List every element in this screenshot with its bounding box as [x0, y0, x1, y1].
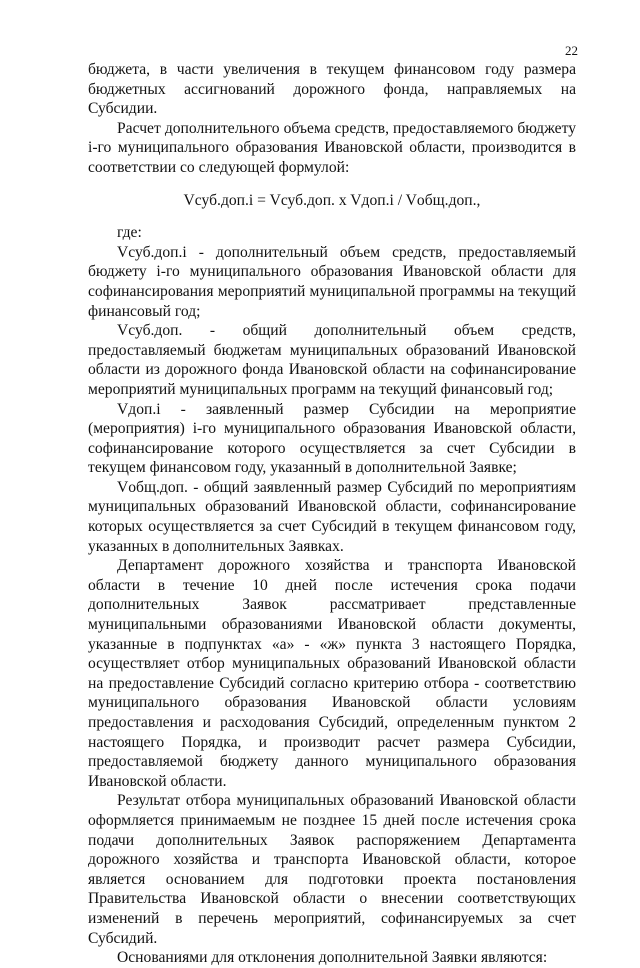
definition-vsub-dop-i: Vсуб.доп.i - дополнительный объем средств, предоставляемый бюджету i-го муниципального образования Ивановской области для софинансирования мероприятий муниципальной программы на текущий финансовый год;	[88, 243, 576, 320]
definition-vobsch-dop: Vобщ.доп. - общий заявленный размер Субсидий по мероприятиям муниципальных образований Ивановской области, софинансирование которых осуществляется за счет Субсидий в текущем финансовом году, указанных в дополнительных Заявках.	[88, 478, 576, 555]
paragraph-calculation-intro: Расчет дополнительного объема средств, предоставляемого бюджету i-го муниципального образования Ивановской области, производится в соответствии со следующей формулой:	[88, 119, 576, 176]
where-label: где:	[117, 224, 142, 242]
paragraph-selection-result: Результат отбора муниципальных образований Ивановской области оформляется принимаемым не позднее 15 дней после истечения срока подачи дополнительных Заявок распоряжением Департамента дорожного хозяйства и транспорта Ивановской области, которое является основанием для подготовки проекта постановления Правительства Ивановской области о внесении соответствующих изменений в перечень мероприятий, софинансируемых за счет Субсидий.	[88, 792, 576, 947]
definition-vdop-i: Vдоп.i - заявленный размер Субсидии на мероприятие (мероприятия) i-го муниципального образования Ивановской области, софинансирование которого осуществляется за счет Субсидии в текущем финансовом году, указанный в дополнительной Заявке;	[88, 400, 576, 477]
formula: Vсуб.доп.i = Vсуб.доп. x Vдоп.i / Vобщ.доп.,	[183, 191, 481, 209]
definition-vsub-dop: Vсуб.доп. - общий дополнительный объем средств, предоставляемый бюджетам муниципальных образований Ивановской области из дорожного фонда Ивановской области на софинансирование мероприятий муниципальных программ на текущий финансовый год;	[88, 322, 576, 398]
paragraph-department-review: Департамент дорожного хозяйства и транспорта Ивановской области в течение 10 дней после истечения срока подачи дополнительных Заявок рассматривает представленные муниципальными образованиями Ивановской области документы, указанные в подпунктах «а» - «ж» пункта 3 настоящего Порядка, осуществляет отбор муниципальных образований Ивановской области на предоставление Субсидий согласно критерию отбора - соответствию муниципального образования Ивановской области условиям предоставления и расходования Субсидий, определенным пунктом 2 настоящего Порядка, и производит расчет размера Субсидии, предоставляемой бюджету данного муниципального образования Ивановской области.	[88, 557, 576, 790]
paragraph-rejection-grounds: Основаниями для отклонения дополнительной Заявки являются:	[117, 949, 548, 967]
paragraph-budget-continuation: бюджета, в части увеличения в текущем финансовом году размера бюджетных ассигнований дорожного фонда, направляемых на Субсидии.	[88, 61, 576, 118]
document-body	[88, 60, 576, 968]
page-number: 22	[565, 43, 578, 58]
